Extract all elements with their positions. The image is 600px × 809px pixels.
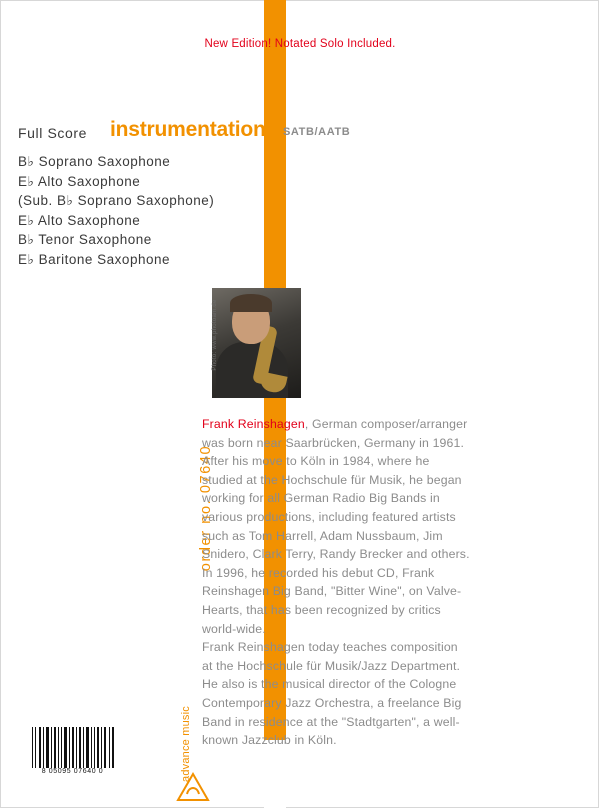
order-number: order no. 07640 [198,444,215,572]
full-score-label: Full Score [18,125,88,141]
publisher-name: advance music [180,706,192,782]
instrument-key: E♭ [18,173,35,189]
top-banner-text: New Edition! Notated Solo Included. [204,38,396,50]
biography-text [202,415,470,750]
list-item [18,191,438,211]
instrument-key: E♭ [18,212,35,228]
photo-container [202,288,301,398]
instrument-name: (Sub. B♭ Soprano Saxophone) [18,193,215,208]
voicing-label: SATB/AATB [283,126,351,138]
advance-music-logo-icon [176,772,210,802]
instrumentation-header [18,118,438,146]
portrait-photo [212,288,301,398]
instrument-name: Tenor Saxophone [38,232,152,247]
instrument-key: E♭ [18,251,35,267]
instrument-name: Alto Saxophone [37,173,141,189]
instrumentation-block [18,118,438,269]
barcode-number: 8 05095 07640 0 [41,768,104,775]
list-item [18,250,438,270]
list-item [18,152,438,172]
biography-paragraph-2: Frank Reinshagen today teaches composition at the Hochschule für Musik/Jazz Department. He also is the musical director of the Cologne Contemporary Jazz Orchestra, a freelance Big Band in residence at the "Stadtgarten", a well-known Jazzclub in Köln. [202,640,462,748]
orange-band-gap [264,740,286,809]
photo-shape-hair [230,294,272,312]
barcode [30,727,115,779]
photo-credit: Photo: www.photoam.de [212,299,218,371]
list-item [18,172,438,192]
publisher-logo [160,700,220,800]
instrumentation-heading: instrumentation [110,118,266,141]
list-item [18,230,438,250]
barcode-bars [30,727,115,768]
instrument-name: Baritone Saxophone [38,251,170,267]
instrument-key: B♭ [18,232,35,247]
list-item [18,211,438,231]
composer-name: Frank Reinshagen [202,417,305,431]
instrument-key: B♭ [18,154,35,169]
instrumentation-list [18,152,438,269]
biography-paragraph-1 [202,415,470,638]
biography-body-1: , German composer/arranger was born near Saarbrücken, Germany in 1961. After his move to Köln in 1984, where he studied at the Hochschule für Musik, he began working for all German Radio Big Bands in various productions, including featured artists such as Tom Harrell, Adam Nussbaum, Jim Snidero, Clark Terry, Randy Brecker and others. In 1996, he recorded his debut CD, Frank Reinshagen Big Band, "Bitter Wine", on Valve-Hearts, that has been recognized by critics world-wide. [202,417,470,636]
instrument-name: Alto Saxophone [37,212,141,228]
instrument-name: Soprano Saxophone [38,154,171,169]
